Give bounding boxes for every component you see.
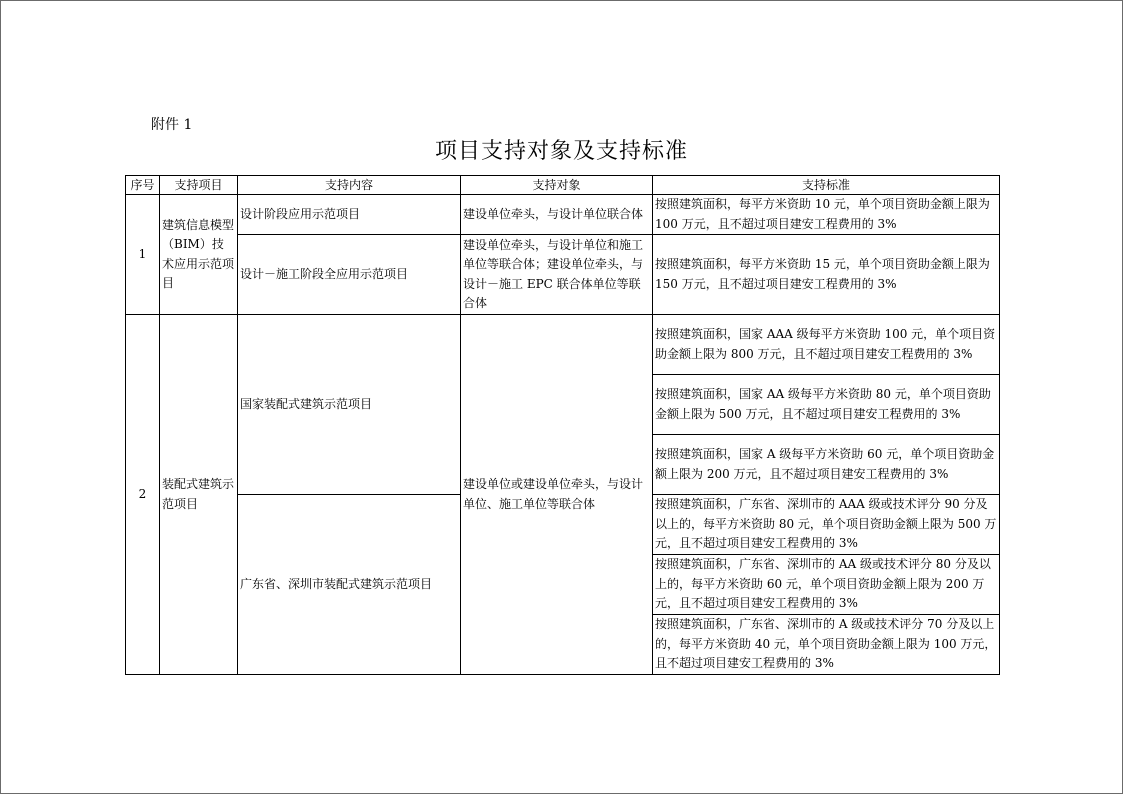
standard-cell: 按照建筑面积，国家 A 级每平方米资助 60 元，单个项目资助金额上限为 200 万元，且不超过项目建安工程费用的 3%	[653, 435, 1000, 495]
target-cell: 建设单位牵头，与设计单位联合体	[461, 195, 653, 235]
item-cell: 建筑信息模型（BIM）技术应用示范项目	[160, 195, 238, 315]
content-cell: 国家装配式建筑示范项目	[238, 315, 461, 495]
standard-cell: 按照建筑面积，国家 AAA 级每平方米资助 100 元，单个项目资助金额上限为 800 万元，且不超过项目建安工程费用的 3%	[653, 315, 1000, 375]
header-standard: 支持标准	[653, 176, 1000, 195]
table-header-row	[126, 176, 1000, 195]
seq-cell: 2	[126, 315, 160, 675]
page-title: 项目支持对象及支持标准	[434, 139, 688, 164]
standard-cell: 按照建筑面积，每平方米资助 10 元，单个项目资助金额上限为 100 万元，且不超过项目建安工程费用的 3%	[653, 195, 1000, 235]
support-standards-table	[125, 175, 1000, 675]
table-row	[126, 195, 1000, 235]
standard-cell: 按照建筑面积，广东省、深圳市的 AAA 级或技术评分 90 分及以上的，每平方米资助 80 元，单个项目资助金额上限为 500 万元，且不超过项目建安工程费用的 3%	[653, 495, 1000, 555]
annex-label: 附件 1	[151, 117, 193, 133]
header-item: 支持项目	[160, 176, 238, 195]
target-cell: 建设单位牵头，与设计单位和施工单位等联合体；建设单位牵头，与设计－施工 EPC 联合体单位等联合体	[461, 235, 653, 315]
standard-cell: 按照建筑面积，广东省、深圳市的 A 级或技术评分 70 分及以上的，每平方米资助 40 元，单个项目资助金额上限为 100 万元，且不超过项目建安工程费用的 3%	[653, 615, 1000, 675]
table-row	[126, 315, 1000, 375]
target-cell: 建设单位或建设单位牵头，与设计单位、施工单位等联合体	[461, 315, 653, 675]
content-cell: 广东省、深圳市装配式建筑示范项目	[238, 495, 461, 675]
item-cell: 装配式建筑示范项目	[160, 315, 238, 675]
header-target: 支持对象	[461, 176, 653, 195]
content-cell: 设计阶段应用示范项目	[238, 195, 461, 235]
standard-cell: 按照建筑面积，广东省、深圳市的 AA 级或技术评分 80 分及以上的，每平方米资助 60 元，单个项目资助金额上限为 200 万元，且不超过项目建安工程费用的 3%	[653, 555, 1000, 615]
header-seq: 序号	[126, 176, 160, 195]
standard-cell: 按照建筑面积，国家 AA 级每平方米资助 80 元，单个项目资助金额上限为 500 万元，且不超过项目建安工程费用的 3%	[653, 375, 1000, 435]
table-row	[126, 235, 1000, 315]
content-cell: 设计－施工阶段全应用示范项目	[238, 235, 461, 315]
seq-cell: 1	[126, 195, 160, 315]
standard-cell: 按照建筑面积，每平方米资助 15 元，单个项目资助金额上限为 150 万元，且不超过项目建安工程费用的 3%	[653, 235, 1000, 315]
header-content: 支持内容	[238, 176, 461, 195]
